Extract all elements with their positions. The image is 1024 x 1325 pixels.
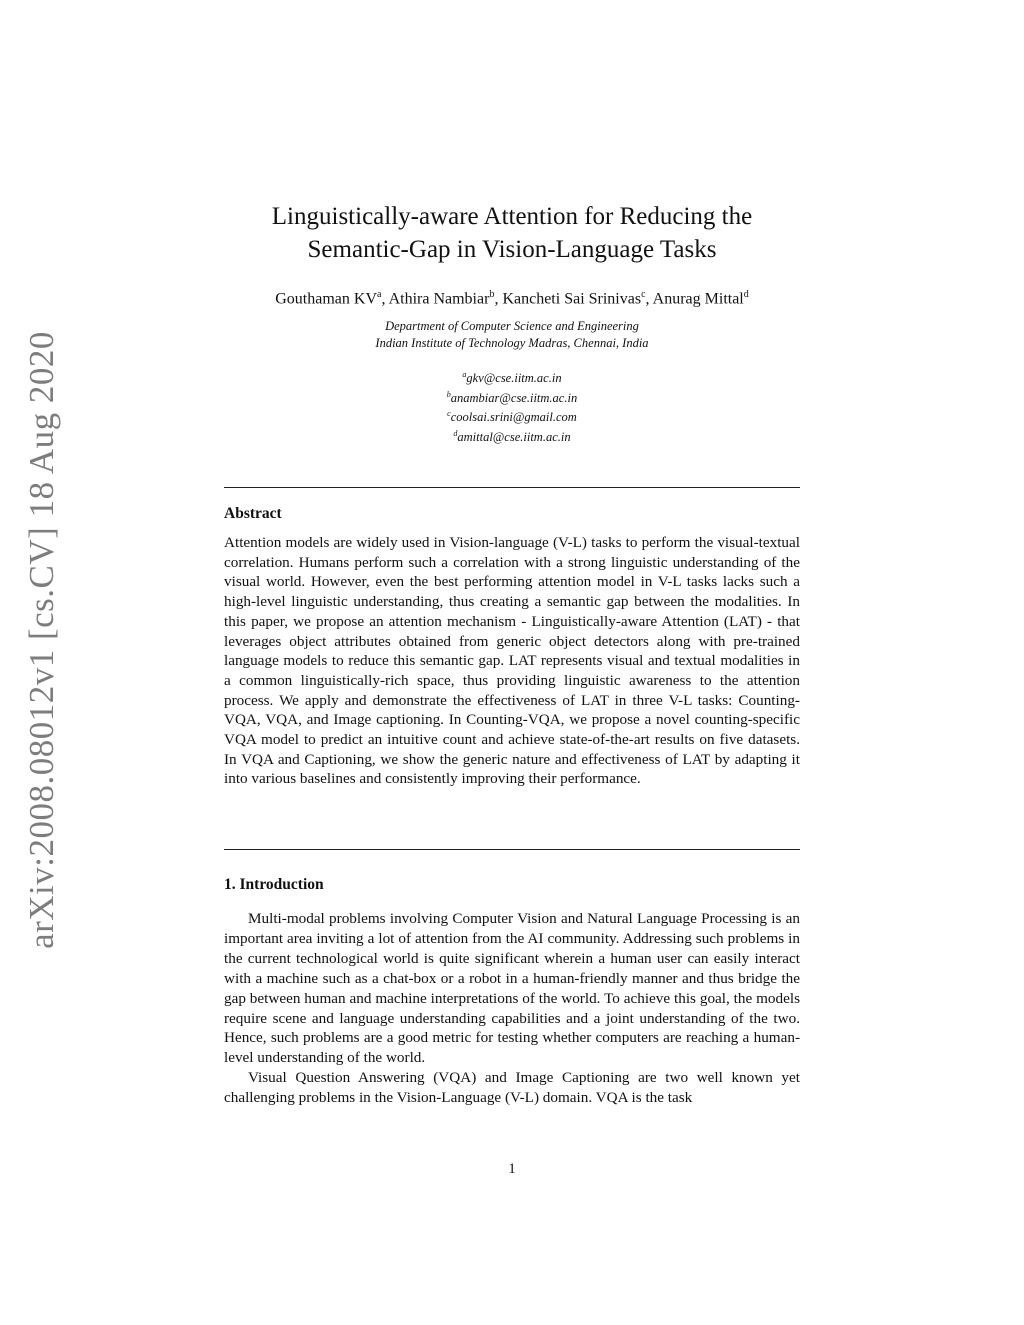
introduction-body: [224, 909, 800, 1108]
author-list: Gouthaman $KV^a$, Athira Nambiar$^b$, Kancheti Sai Srinivas$^c$, Anurag Mittal$^d$: [275, 289, 749, 308]
email-address: coolsai.srini@gmail.com: [450, 410, 577, 425]
abstract-text: Attention models are widely used in Vision-language (V-L) tasks to perform the visual-textual correlation. Humans perform such a correlation with a strong linguistic understanding of the visual world. However, even the best performing attention model in V-L tasks lacks such a high-level linguistic understanding, thus creating a semantic gap between the modalities. In this paper, we propose an attention mechanism - Linguistically-aware Attention (LAT) - that leverages object attributes obtained from generic object detectors along with pre-trained language models to reduce this semantic gap. LAT represents visual and textual modalities in a common linguistically-rich space, thus providing linguistic awareness to the attention process. We apply and demonstrate the effectiveness of LAT in three V-L tasks: Counting-VQA, VQA, and Image captioning. In Counting-VQA, we propose a novel counting-specific VQA model to predict an intuitive count and achieve state-of-the-art results on five datasets. In VQA and Captioning, we show the generic nature and effectiveness of LAT by adapting it into various baselines and consistently improving their performance.: [224, 534, 800, 788]
email-line: [224, 406, 800, 426]
email-mark: d: [453, 428, 458, 438]
arxiv-identifier-stamp: arXiv:2008.08012v1 [cs.CV] 18 Aug 2020: [22, 331, 61, 949]
author-name: Gouthaman KV: [275, 290, 377, 308]
abstract-heading: Abstract: [224, 505, 282, 522]
introduction-paragraph: Visual Question Answering (VQA) and Image Captioning are two well known yet challenging problems in the Vision-Language (V-L) domain. VQA is the task: [224, 1069, 800, 1107]
email-mark: a: [462, 370, 467, 379]
email-address: anambiar@cse.iitm.ac.in: [450, 390, 578, 405]
email-line: [224, 367, 800, 387]
title-line-2: Semantic-Gap in Vision-Language Tasks: [307, 236, 717, 263]
affiliation: [224, 318, 800, 352]
title-line-1: Linguistically-aware Attention for Reducing the: [271, 203, 753, 230]
author-name: Anurag Mittal: [652, 290, 744, 308]
email-address: amittal@cse.iitm.ac.in: [457, 430, 571, 445]
author-name: Kancheti Sai Srinivas: [502, 290, 642, 308]
affiliation-department: Department of Computer Science and Engineering: [385, 319, 639, 333]
author-mark: a: [377, 289, 382, 300]
introduction-paragraph: Multi-modal problems involving Computer Vision and Natural Language Processing is an important area inviting a lot of attention from the AI community. Addressing such problems in the current technological world is quite significant wherein a human user can easily interact with a machine such as a chat-box or a robot in a human-friendly manner and thus bridge the gap between human and machine interpretations of the world. To achieve this goal, the models require scene and language understanding capabilities and a joint understanding of the two. Hence, such problems are a good metric for testing whether computers are reaching a human-level understanding of the world.: [224, 910, 800, 1067]
abstract-bottom-rule: [224, 849, 800, 850]
affiliation-institute: Indian Institute of Technology Madras, Chennai, India: [375, 336, 649, 350]
author-mark: c: [641, 289, 646, 300]
email-line: [224, 426, 800, 446]
email-address: gkv@cse.iitm.ac.in: [466, 371, 562, 386]
abstract-top-rule: [224, 487, 800, 488]
author-mark: b: [489, 289, 495, 300]
email-line: [224, 387, 800, 407]
author-mark: d: [743, 289, 749, 300]
email-mark: b: [446, 389, 451, 399]
email-mark: c: [447, 409, 451, 419]
paper-title: [224, 200, 800, 266]
introduction-heading: 1. Introduction: [224, 876, 324, 893]
page-number: 1: [508, 1161, 516, 1177]
email-list: [224, 367, 800, 446]
author-name: Athira Nambiar: [388, 290, 490, 308]
